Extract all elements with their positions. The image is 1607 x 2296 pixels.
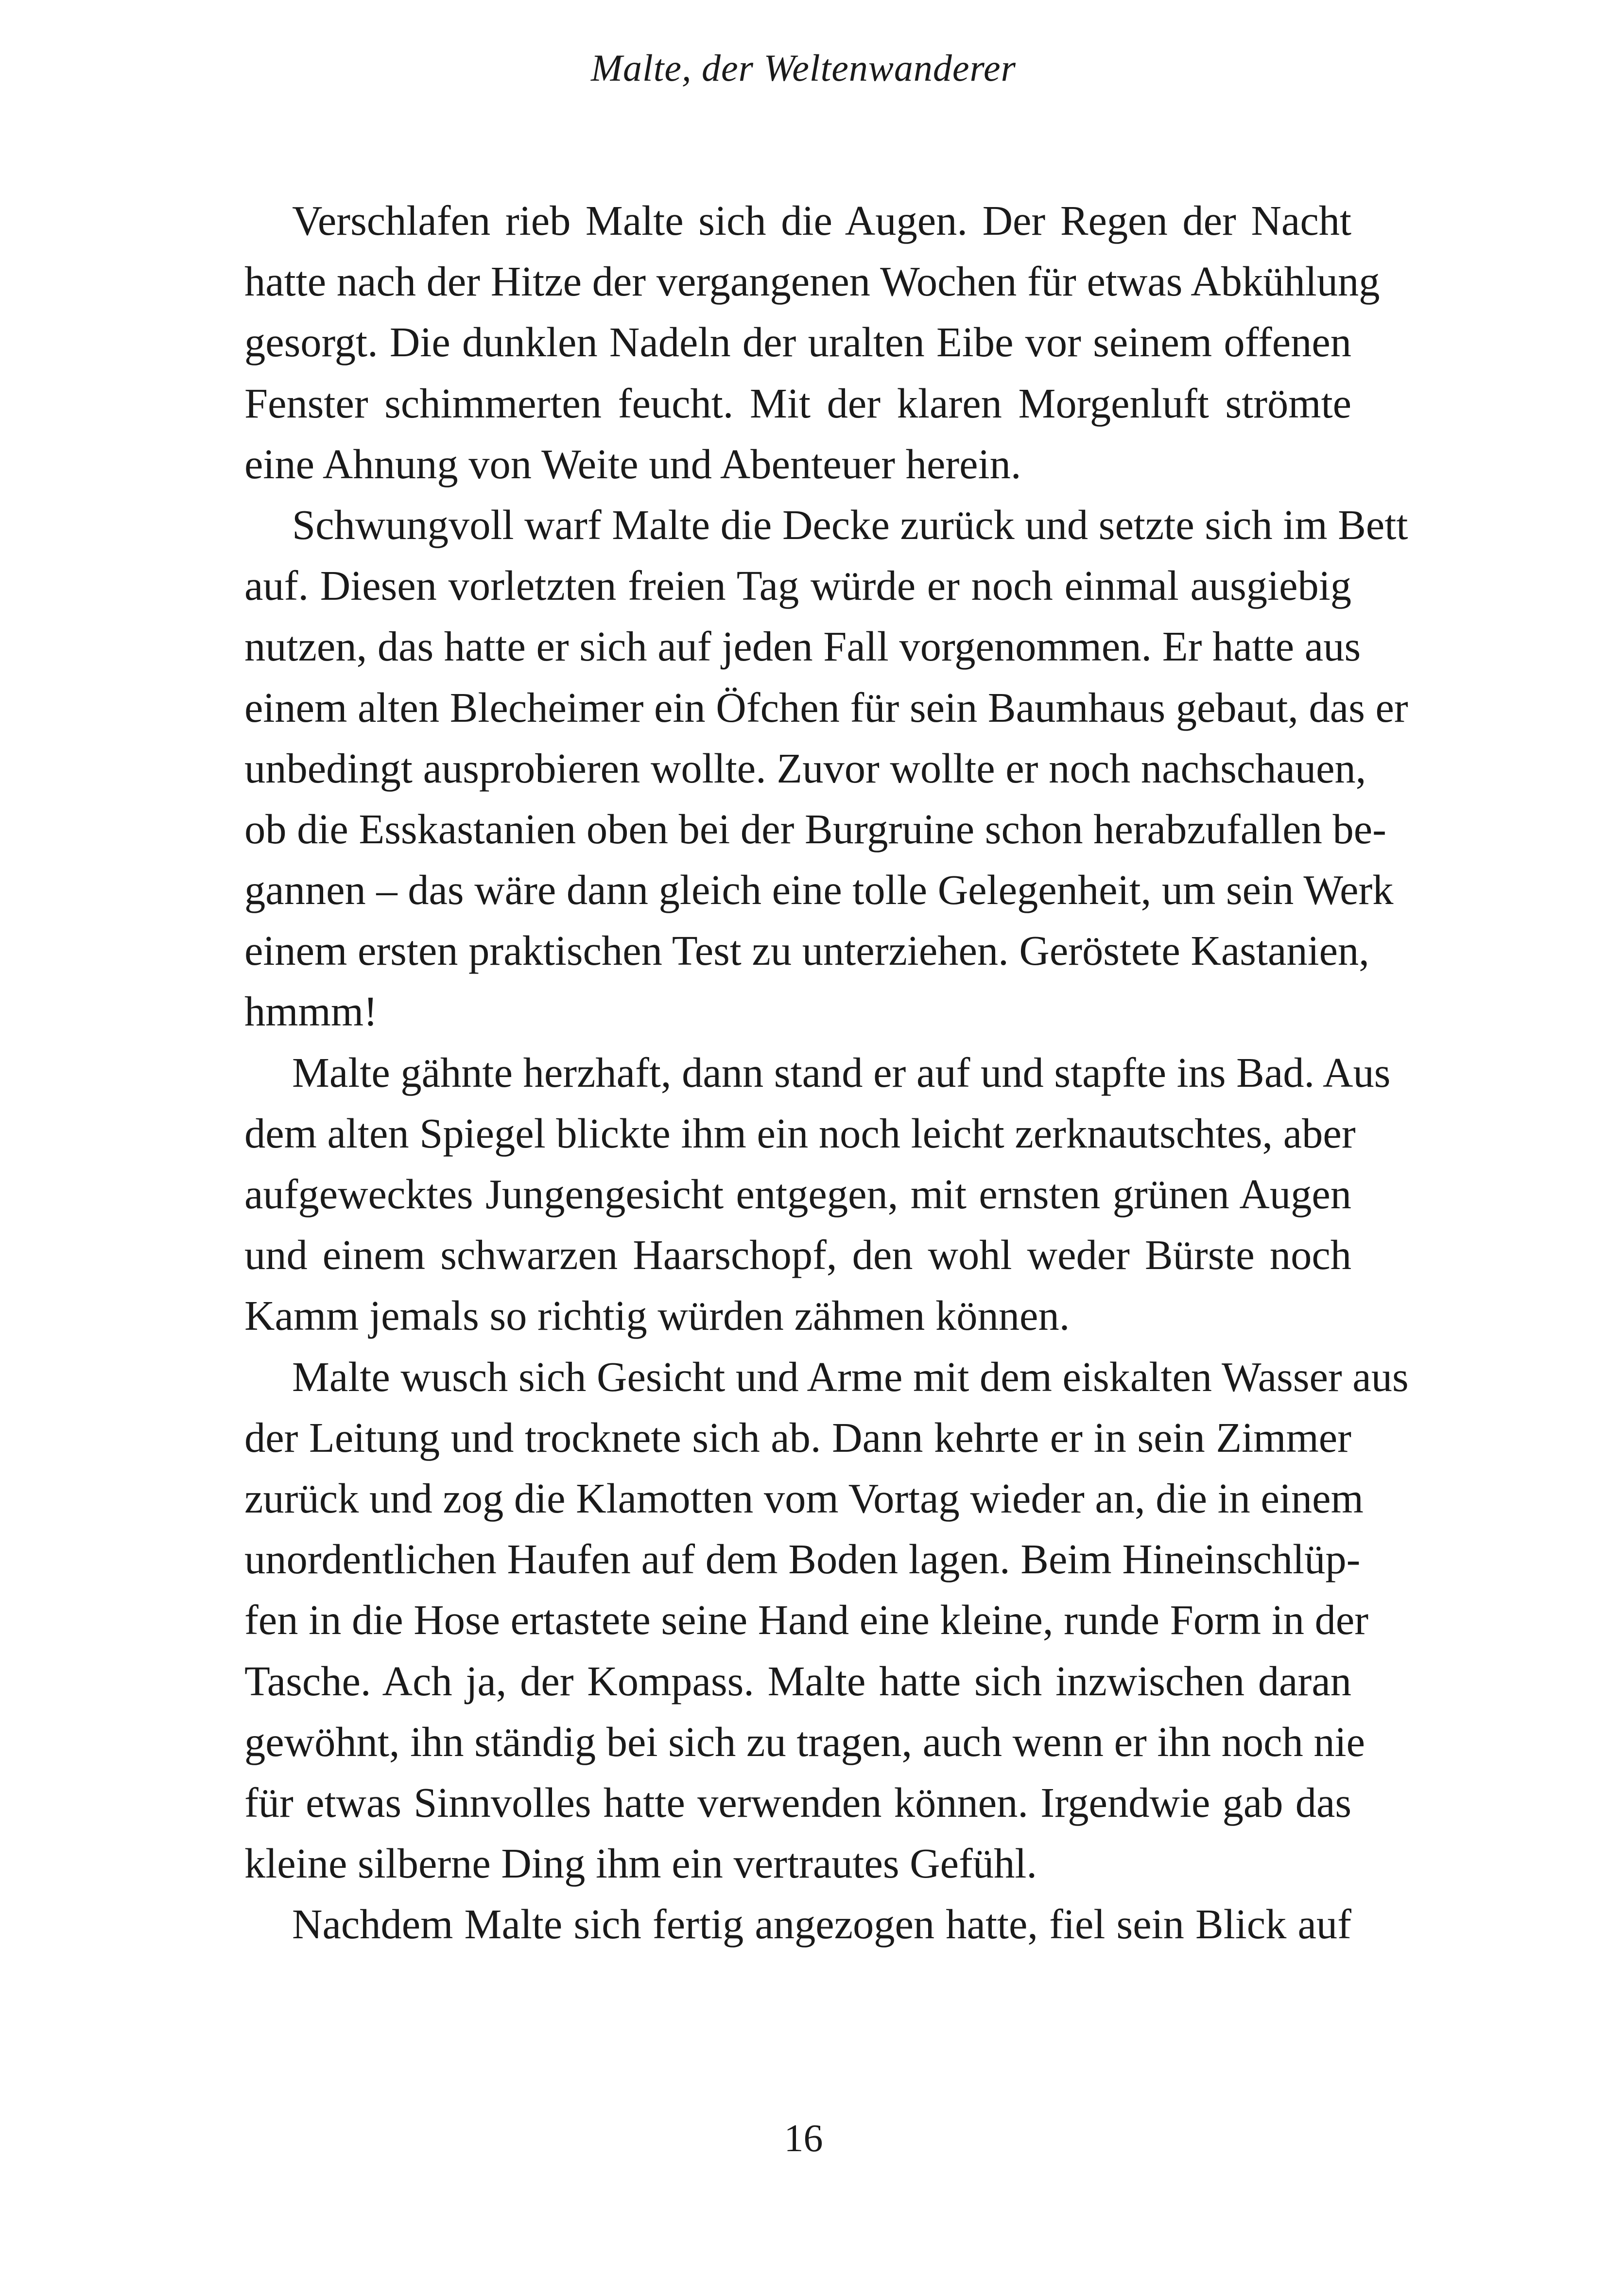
text-line: Kamm jemals so richtig würden zähmen können. [244, 1292, 1070, 1339]
running-head: Malte, der Weltenwanderer [591, 47, 1016, 89]
text-line: ob die Esskastanien oben bei der Burgruine schon herabzufallen be- [244, 805, 1386, 852]
text-line: unordentlichen Haufen auf dem Boden lagen. Beim Hineinschlüp- [244, 1536, 1361, 1583]
text-line: einem alten Blecheimer ein Öfchen für sein Baumhaus gebaut, das er [244, 684, 1408, 731]
text-line: aufgewecktes Jungengesicht entgegen, mit ernsten grünen Augen [244, 1171, 1351, 1218]
text-line: und einem schwarzen Haarschopf, den wohl weder Bürste noch [244, 1232, 1351, 1279]
text-line: Schwungvoll warf Malte die Decke zurück und setzte sich im Bett [292, 501, 1408, 548]
text-line: für etwas Sinnvolles hatte verwenden können. Irgendwie gab das [244, 1779, 1351, 1826]
body-text [244, 191, 1409, 1955]
text-line: hatte nach der Hitze der vergangenen Wochen für etwas Abkühlung [244, 258, 1380, 305]
text-line: eine Ahnung von Weite und Abenteuer herein. [244, 440, 1021, 487]
text-line: Fenster schimmerten feucht. Mit der klaren Morgenluft strömte [244, 380, 1351, 427]
paragraph [244, 191, 1380, 495]
text-line: kleine silberne Ding ihm ein vertrautes Gefühl. [244, 1840, 1037, 1887]
text-line: auf. Diesen vorletzten freien Tag würde er noch einmal ausgiebig [244, 562, 1351, 609]
text-line: hmmm! [244, 988, 378, 1035]
paragraph [244, 1043, 1391, 1347]
text-line: Malte gähnte herzhaft, dann stand er auf und stapfte ins Bad. Aus [292, 1049, 1391, 1096]
text-line: dem alten Spiegel blickte ihm ein noch leicht zerknautschtes, aber [244, 1110, 1356, 1157]
text-line: Nachdem Malte sich fertig angezogen hatte, fiel sein Blick auf [292, 1901, 1351, 1948]
text-line: gannen – das wäre dann gleich eine tolle Gelegenheit, um sein Werk [244, 867, 1394, 914]
text-line: Verschlafen rieb Malte sich die Augen. Der Regen der Nacht [292, 197, 1351, 244]
text-line: nutzen, das hatte er sich auf jeden Fall vorgenommen. Er hatte aus [244, 623, 1361, 670]
text-line: Tasche. Ach ja, der Kompass. Malte hatte sich inzwischen daran [244, 1657, 1351, 1705]
text-line: Malte wusch sich Gesicht und Arme mit dem eiskalten Wasser aus [292, 1353, 1409, 1400]
paragraph [244, 1894, 1351, 1955]
text-line: unbedingt ausprobieren wollte. Zuvor wollte er noch nachschauen, [244, 745, 1366, 792]
text-line: fen in die Hose ertastete seine Hand eine kleine, runde Form in der [244, 1597, 1369, 1644]
text-line: einem ersten praktischen Test zu unterziehen. Geröstete Kastanien, [244, 927, 1369, 974]
text-line: gesorgt. Die dunklen Nadeln der uralten Eibe vor seinem offenen [244, 319, 1351, 366]
text-line: gewöhnt, ihn ständig bei sich zu tragen, auch wenn er ihn noch nie [244, 1718, 1365, 1765]
text-line: der Leitung und trocknete sich ab. Dann kehrte er in sein Zimmer [244, 1414, 1351, 1461]
paragraph [244, 495, 1408, 1043]
text-line: zurück und zog die Klamotten vom Vortag wieder an, die in einem [244, 1475, 1364, 1522]
paragraph [244, 1347, 1409, 1895]
page-number: 16 [784, 2117, 823, 2160]
